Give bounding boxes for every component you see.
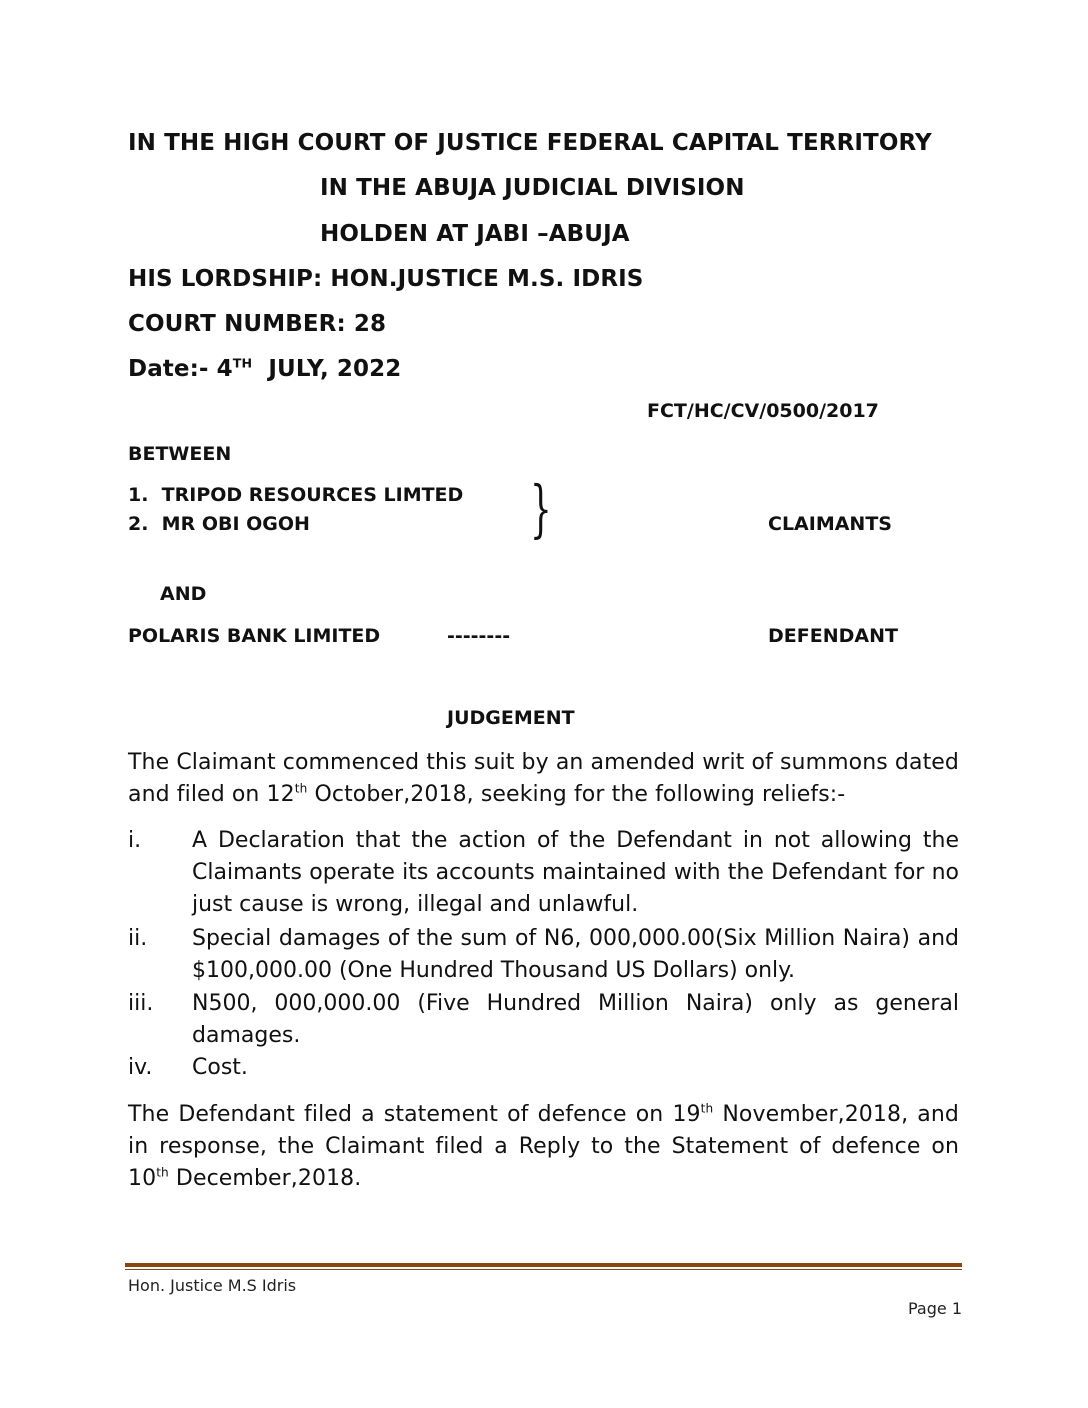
- claimant-1: 1. TRIPOD RESOURCES LIMTED: [128, 484, 464, 506]
- between-label: BETWEEN: [128, 443, 232, 465]
- defence-sup-2: th: [156, 1165, 169, 1180]
- intro-paragraph: [128, 747, 959, 811]
- defence-text-a: The Defendant filed a statement of defence on 19: [128, 1102, 701, 1127]
- date-suffix: JULY, 2022: [268, 356, 402, 382]
- intro-sup: th: [294, 781, 308, 796]
- footer-page-number: Page 1: [908, 1299, 962, 1318]
- footer-author: Hon. Justice M.S Idris: [128, 1276, 297, 1295]
- relief-text-4: Cost.: [192, 1055, 248, 1080]
- lordship-line: HIS LORDSHIP: HON.JUSTICE M.S. IDRIS: [128, 266, 644, 292]
- court-title: IN THE HIGH COURT OF JUSTICE FEDERAL CAPITAL TERRITORY: [128, 130, 932, 156]
- footer-rule-thick: [125, 1263, 962, 1267]
- party-dashes: --------: [447, 625, 511, 647]
- division-title: IN THE ABUJA JUDICIAL DIVISION: [320, 175, 745, 201]
- relief-number-2: ii.: [128, 926, 148, 951]
- relief-number-3: iii.: [128, 991, 154, 1016]
- defence-text-b: November,2018, and in response, the Claimant filed a Reply to the Statement of defence on 10: [128, 1102, 959, 1191]
- date-line: [128, 356, 401, 382]
- date-sup: TH: [232, 355, 253, 371]
- relief-number-4: iv.: [128, 1055, 153, 1080]
- defence-text-c: December,2018.: [168, 1166, 362, 1191]
- relief-number-1: i.: [128, 828, 142, 853]
- relief-text-3: N500, 000,000.00 (Five Hundred Million Naira) only as general damages.: [192, 991, 959, 1048]
- claimants-label: CLAIMANTS: [768, 513, 892, 535]
- intro-text-b: October,2018, seeking for the following reliefs:-: [307, 782, 846, 807]
- and-label: AND: [160, 583, 207, 605]
- court-number-line: COURT NUMBER: 28: [128, 311, 387, 337]
- defence-paragraph: [128, 1099, 959, 1195]
- party-brace: }: [530, 472, 552, 545]
- holden-line: HOLDEN AT JABI –ABUJA: [320, 221, 630, 247]
- footer-rule-thin: [125, 1269, 962, 1270]
- relief-text-1: A Declaration that the action of the Defendant in not allowing the Claimants operate its accounts maintained with the Defendant for no just cause is wrong, illegal and unlawful.: [192, 828, 959, 917]
- date-prefix: Date:- 4: [128, 356, 233, 382]
- judgement-title: JUDGEMENT: [447, 707, 575, 729]
- intro-text-a: The Claimant commenced this suit by an amended writ of summons dated and filed on 12: [128, 750, 959, 807]
- claimant-2: 2. MR OBI OGOH: [128, 513, 310, 535]
- defence-sup-1: th: [700, 1101, 714, 1116]
- case-number: FCT/HC/CV/0500/2017: [647, 400, 879, 422]
- relief-text-2: Special damages of the sum of N6, 000,000.00(Six Million Naira) and $100,000.00 (One Hundred Thousand US Dollars) only.: [192, 926, 959, 983]
- defendant-label: DEFENDANT: [768, 625, 898, 647]
- defendant-name: POLARIS BANK LIMITED: [128, 625, 381, 647]
